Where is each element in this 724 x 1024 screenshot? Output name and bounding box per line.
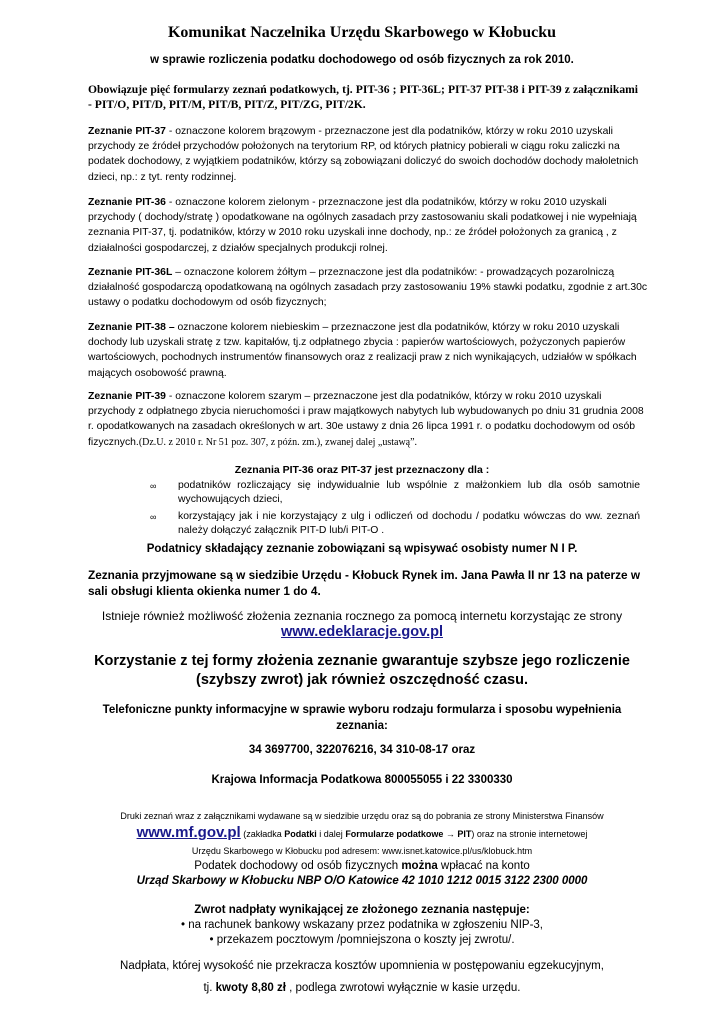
forms-availability bbox=[0, 808, 724, 859]
overpayment-tj: tj. bbox=[203, 982, 216, 994]
paragraph-pit38 bbox=[88, 320, 648, 381]
paragraph-pit36 bbox=[88, 195, 648, 256]
forms-podatki: Podatki bbox=[284, 829, 317, 839]
overpayment-info bbox=[0, 955, 724, 999]
paragraph-heading: Zeznanie PIT-38 – bbox=[88, 322, 175, 333]
advantage-notice bbox=[0, 652, 724, 689]
bullet-list bbox=[150, 479, 640, 541]
forms-after: ) oraz na stronie internetowej bbox=[471, 829, 588, 839]
overpayment-line-2 bbox=[0, 977, 724, 999]
infinity-bullet-icon: ∞ bbox=[150, 512, 157, 522]
refund-item-2: • przekazem pocztowym /pomniejszona o koszty jej zwrotu/. bbox=[209, 934, 515, 946]
internet-filing-text: Istnieje również możliwość złożenia zeznania rocznego za pomocą internetu korzystając ze strony bbox=[101, 609, 623, 623]
receiving-notice: Zeznania przyjmowane są w siedzibie Urzędu - Kłobuck Rynek im. Jana Pawła II nr 13 na paterze w sali obsługi klienta okienka numer 1 do 4. bbox=[88, 568, 641, 598]
arrow-right-icon: → bbox=[443, 829, 458, 839]
forms-line-2 bbox=[0, 824, 724, 843]
payment-info bbox=[0, 859, 724, 889]
phone-heading bbox=[0, 703, 724, 734]
payment-mozna: można bbox=[401, 860, 438, 872]
infinity-bullet-icon: ∞ bbox=[150, 481, 157, 491]
nip-notice: Podatnicy składający zeznanie zobowiązani są wpisywać osobisty numer N I P. bbox=[146, 543, 578, 555]
kip-info: Krajowa Informacja Podatkowa 800055055 i 22 3300330 bbox=[211, 774, 513, 786]
forms-line-3: Urzędu Skarbowego w Kłobucku pod adresem: www.isnet.katowice.pl/us/klobuck.htm bbox=[191, 846, 533, 856]
document-subtitle: w sprawie rozliczenia podatku dochodowego od osób fizycznych za rok 2010. bbox=[150, 54, 574, 66]
phone-numbers: 34 3697700, 322076216, 34 310-08-17 oraz bbox=[248, 744, 476, 756]
paragraph-pit37 bbox=[88, 124, 648, 185]
refund-heading: Zwrot nadpłaty wynikającej ze złożonego zeznania następuje: bbox=[194, 904, 530, 916]
paragraph-pit36l bbox=[88, 265, 648, 311]
forms-formularze: Formularze podatkowe bbox=[345, 829, 444, 839]
payment-before: Podatek dochodowy od osób fizycznych bbox=[194, 860, 402, 872]
overpayment-rest: , podlega zwrotowi wyłącznie w kasie urzędu. bbox=[285, 982, 521, 994]
paragraph-heading: Zeznanie PIT-36L bbox=[88, 267, 173, 278]
overpayment-line-1: Nadpłata, której wysokość nie przekracza kosztów upomnienia w postępowaniu egzekucyjnym, bbox=[120, 960, 604, 972]
bullets-heading: Zeznania PIT-36 oraz PIT-37 jest przeznaczony dla : bbox=[234, 464, 490, 476]
list-item-text: korzystający jak i nie korzystający z ulg i odliczeń od dochodu / podatku wówczas do ww. zeznań należy dołączyć załącznik PIT-D lub/i PIT-O . bbox=[178, 511, 640, 536]
forms-tab-open: (zakładka bbox=[240, 829, 285, 839]
forms-line-1: Druki zeznań wraz z załącznikami wydawane są w siedzibie urzędu oraz są do pobrania ze strony Ministerstwa Finansów bbox=[120, 811, 604, 821]
paragraph-pit39 bbox=[88, 389, 648, 450]
list-item bbox=[150, 479, 640, 507]
mf-link[interactable]: www.mf.gov.pl bbox=[136, 824, 241, 841]
paragraph-heading: Zeznanie PIT-36 bbox=[88, 197, 166, 208]
payment-line bbox=[0, 859, 724, 874]
overpayment-amount: kwoty 8,80 zł bbox=[215, 982, 286, 994]
advantage-text: Korzystanie z tej formy złożenia zeznanie gwarantuje szybsze jego rozliczenie (szybszy zwrot) jak również oszczędność czasu. bbox=[94, 653, 630, 688]
edeklaracje-link[interactable]: www.edeklaracje.gov.pl bbox=[281, 624, 443, 640]
paragraph-text: - oznaczone kolorem zielonym - przeznaczone jest dla podatników, którzy w roku 2010 uzyskali przychody ( dochody/stratę ) opodatkowane na ogólnych zasadach przy zastosowaniu skali podatkowej i nie wypełniają zeznania PIT-37, tj. podatników, którzy w 2010 roku uzyskali inne dochody, np.: ze źródeł położonych za granicą , z działalności gospodarczej, z działów specjalnych produkcji rolnej. bbox=[88, 197, 637, 254]
paragraph-text: – oznaczone kolorem żółtym – przeznaczone jest dla podatników: - prowadzących pozarolniczą działalność gospodarczą opodatkowaną na ogólnych zasadach przy zastosowaniu 19% stawki podatku, zgodnie z art.30c ustawy o podatku dochodowym od osób fizycznych; bbox=[88, 267, 648, 309]
forms-pit: PIT bbox=[457, 829, 472, 839]
bank-account: Urząd Skarbowy w Kłobucku NBP O/O Katowice 42 1010 1212 0015 3122 2300 0000 bbox=[136, 875, 588, 887]
internet-filing bbox=[0, 609, 724, 640]
paragraph-text: - oznaczone kolorem brązowym - przeznaczone jest dla podatników, którzy w roku 2010 uzyskali przychody ze źródeł przychodów położonych na terytorium RP, od których płatnicy pobierali w ciągu roku zaliczki na podatek dochodowy, z wyjątkiem podatników, którzy są zobowiązani doliczyć do swoich dochodów dochody małoletnich dzieci, np.: z tyt. renty rodzinnej. bbox=[88, 126, 639, 183]
paragraph-heading: Zeznanie PIT-39 bbox=[88, 391, 166, 402]
forms-and-then: i dalej bbox=[316, 829, 346, 839]
payment-after: wpłacać na konto bbox=[437, 860, 530, 872]
paragraph-legal-reference: (Dz.U. z 2010 r. Nr 51 poz. 307, z późn. zm.), zwanej dalej „ustawą”. bbox=[138, 436, 418, 448]
list-item bbox=[150, 510, 640, 538]
paragraph-text: oznaczone kolorem niebieskim – przeznaczone jest dla podatników, którzy w roku 2010 uzyskali dochody lub uzyskali stratę z tzw. kapitałów, tj.z odpłatnego zbycia : papierów wartościowych, pożyczonych papierów wartościowych, pochodnych instrumentów finansowych oraz z realizacji praw z nich wynikających, udziałów w spółkach mających osobowość prawną. bbox=[88, 322, 637, 379]
phone-heading-text: Telefoniczne punkty informacyjne w sprawie wyboru rodzaju formularza i sposobu wypełnienia zeznania: bbox=[102, 704, 622, 732]
document-title: Komunikat Naczelnika Urzędu Skarbowego w Kłobucku bbox=[167, 24, 557, 41]
refund-item-1: • na rachunek bankowy wskazany przez podatnika w zgłoszeniu NIP-3, bbox=[181, 919, 543, 931]
paragraph-text: - oznaczone kolorem szarym – przeznaczone jest dla podatników, którzy w roku 2010 uzyskali przychody z odpłatnego zbycia nieruchomości i praw majątkowych nabytych lub wybudowanych po dniu 31 grudnia 2008 r. opodatkowanych na zasadach określonych w art. 30e ustawy z dnia 26 lipca 1991 r. o podatku dochodowym od osób fizycznych. bbox=[88, 391, 644, 448]
forms-intro: Obowiązuje pięć formularzy zeznań podatkowych, tj. PIT-36 ; PIT-36L; PIT-37 PIT-38 i PIT-39 z załącznikami - PIT/O, PIT/D, PIT/M, PIT/B, PIT/Z, PIT/ZG, PIT/2K. bbox=[88, 83, 638, 111]
paragraph-heading: Zeznanie PIT-37 bbox=[88, 126, 166, 137]
list-item-text: podatników rozliczający się indywidualnie lub wspólnie z małżonkiem lub dla osób samotnie wychowujących dzieci, bbox=[178, 480, 640, 505]
refund-info bbox=[0, 903, 724, 948]
